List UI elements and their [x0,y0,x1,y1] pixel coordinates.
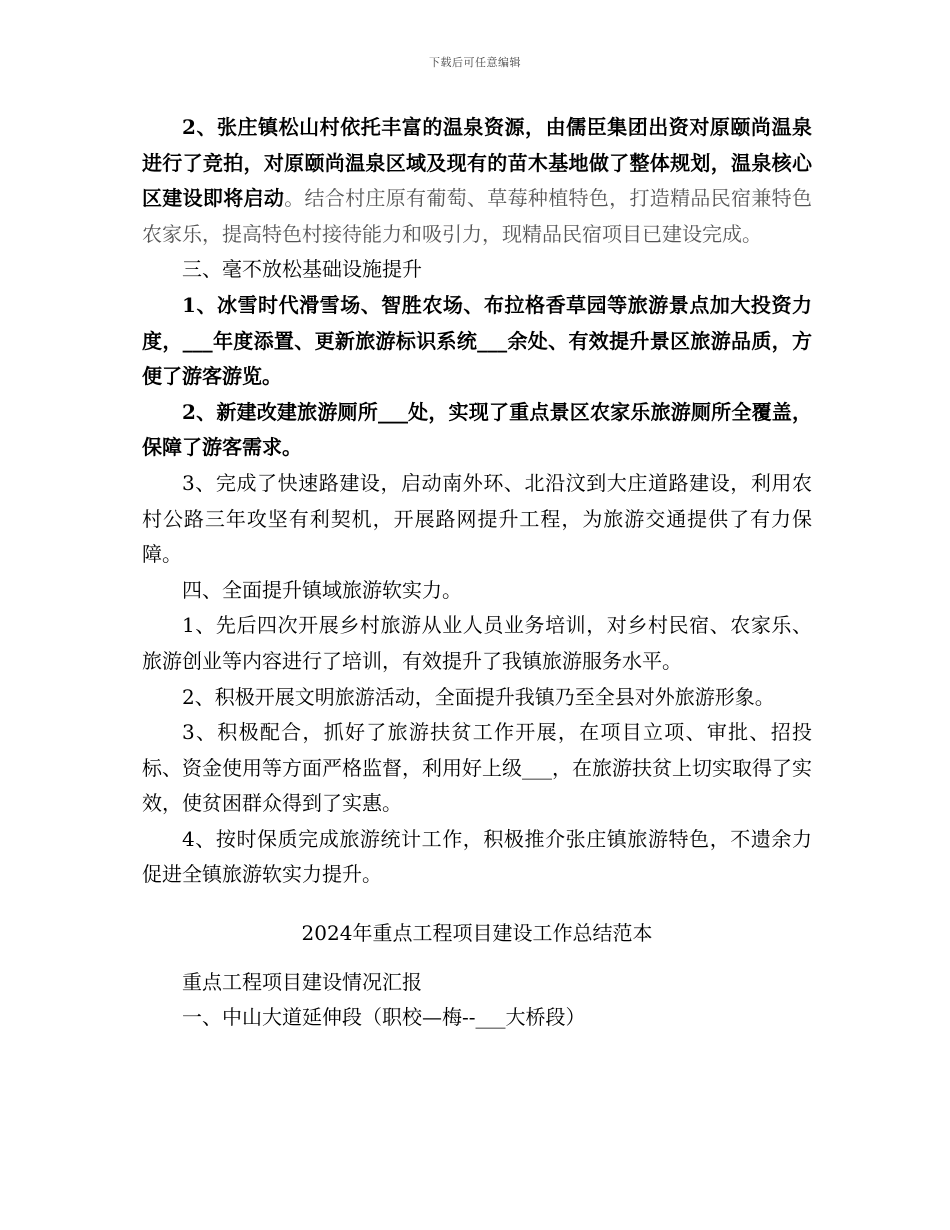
document-body [142,110,812,1036]
paragraph-scenic-investment: 1、冰雪时代滑雪场、智胜农场、布拉格香草园等旅游景点加大投资力度，___年度添置、更新旅游标识系统___余处、有效提升景区旅游品质，方便了游客游览。 [142,292,812,389]
section-subtitle: 重点工程项目建设情况汇报 [182,969,422,994]
paragraph-tourist-toilets: 2、新建改建旅游厕所___处，实现了重点景区农家乐旅游厕所全覆盖，保障了游客需求。 [142,399,812,460]
paragraph-gray-part: 。结合村庄原有葡萄、草莓种植特色，打造精品民宿兼特色农家乐，提高特色村接待能力和吸引力，现精品民宿项目已建设完成。 [142,186,812,246]
paragraph-civilized-tourism: 2、积极开展文明旅游活动，全面提升我镇乃至全县对外旅游形象。 [182,684,775,709]
paragraph-statistics: 4、按时保质完成旅游统计工作，积极推介张庄镇旅游特色，不遗余力促进全镇旅游软实力提升。 [142,826,812,887]
section-title: 2024年重点工程项目建设工作总结范本 [301,921,653,946]
paragraph-songshan-village [142,110,812,252]
heading-soft-power: 四、全面提升镇域旅游软实力。 [182,577,462,602]
paragraph-poverty-alleviation: 3、积极配合，抓好了旅游扶贫工作开展，在项目立项、审批、招投标、资金使用等方面严格监督，利用好上级___，在旅游扶贫上切实取得了实效，使贫困群众得到了实惠。 [142,720,812,816]
paragraph-expressway: 3、完成了快速路建设，启动南外环、北沿汶到大庄道路建设，利用农村公路三年攻坚有利契机，开展路网提升工程，为旅游交通提供了有力保障。 [142,470,812,567]
page-header: 下载后可任意编辑 [429,56,521,69]
paragraph-bold-part: 2、张庄镇松山村依托丰富的温泉资源，由儒臣集团出资对原颐尚温泉进行了竞拍，对原颐尚温泉区域及现有的苗木基地做了整体规划，温泉核心区建设即将启动 [142,115,812,211]
heading-infrastructure: 三、毫不放松基础设施提升 [182,257,422,282]
section-item-zhongshan-avenue: 一、中山大道延伸段（职校—梅--___大桥段） [182,1005,586,1030]
paragraph-training: 1、先后四次开展乡村旅游从业人员业务培训，对乡村民宿、农家乐、旅游创业等内容进行了培训，有效提升了我镇旅游服务水平。 [142,613,812,673]
